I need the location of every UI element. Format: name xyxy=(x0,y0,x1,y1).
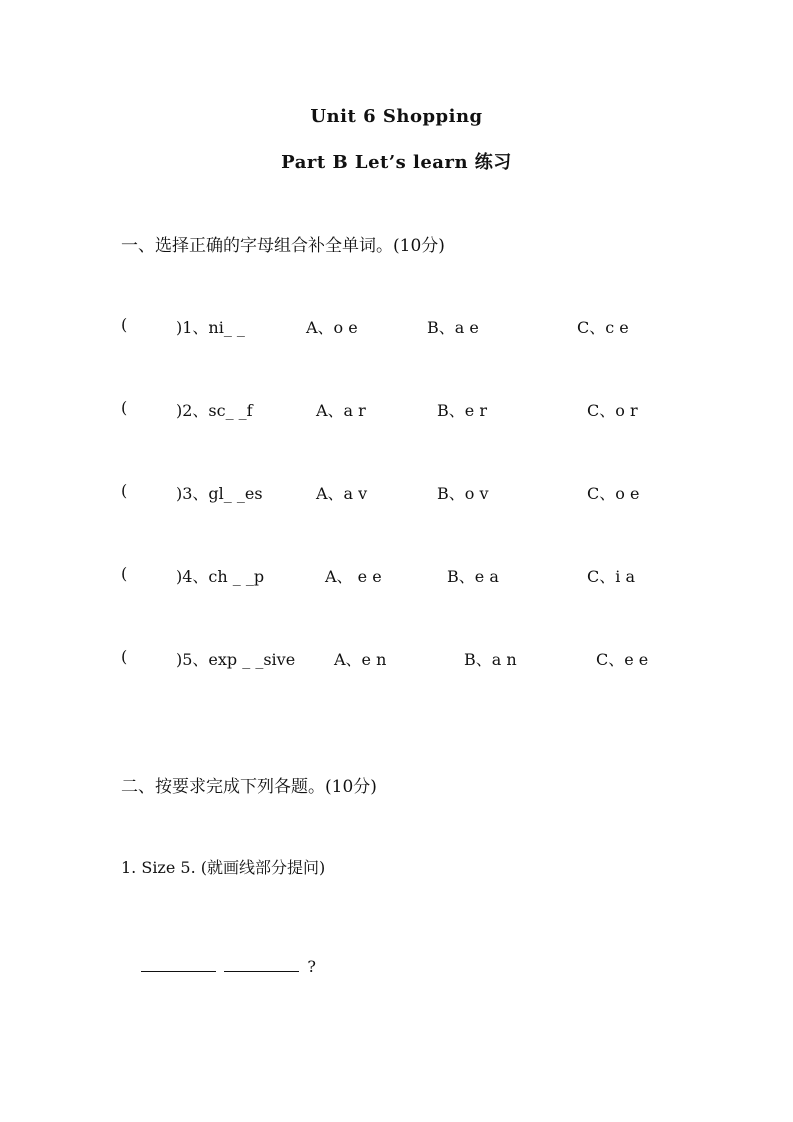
question-stem: )5、exp _ _sive xyxy=(176,650,296,669)
option-c: C、i a xyxy=(587,567,635,586)
question-row xyxy=(0,647,793,673)
option-a: A、 e e xyxy=(325,567,382,586)
option-c: C、o r xyxy=(587,401,638,420)
section1-heading: 一、选择正确的字母组合补全单词。(10分) xyxy=(121,236,445,256)
question-row xyxy=(0,564,793,590)
option-a: A、o e xyxy=(306,318,358,337)
answer-blank-2[interactable] xyxy=(224,957,299,972)
item-1-prompt: 1. Size 5. (就画线部分提问) xyxy=(121,858,326,877)
question-stem: )4、ch _ _p xyxy=(176,567,265,586)
question-stem: )3、gl_ _es xyxy=(176,484,263,503)
option-a: A、a r xyxy=(316,401,366,420)
question-stem: )1、ni_ _ xyxy=(176,318,245,337)
option-b: B、a n xyxy=(464,650,517,669)
question-row xyxy=(0,481,793,507)
option-b: B、e a xyxy=(447,567,499,586)
answer-line xyxy=(121,938,316,995)
option-b: B、o v xyxy=(437,484,489,503)
section2-heading: 二、按要求完成下列各题。(10分) xyxy=(121,777,377,797)
part-title: Part B Let’s learn 练习 xyxy=(281,152,512,173)
answer-paren[interactable]: ( xyxy=(121,481,128,500)
option-b: B、a e xyxy=(427,318,479,337)
option-b: B、e r xyxy=(437,401,487,420)
question-row xyxy=(0,398,793,424)
answer-blank-1[interactable] xyxy=(141,957,216,972)
question-mark: ? xyxy=(307,957,316,976)
unit-title: Unit 6 Shopping xyxy=(310,106,483,127)
answer-paren[interactable]: ( xyxy=(121,564,128,583)
question-stem: )2、sc_ _f xyxy=(176,401,253,420)
answer-paren[interactable]: ( xyxy=(121,647,128,666)
option-a: A、a v xyxy=(316,484,368,503)
option-c: C、e e xyxy=(596,650,649,669)
question-row xyxy=(0,315,793,341)
answer-paren[interactable]: ( xyxy=(121,398,128,417)
option-c: C、c e xyxy=(577,318,629,337)
answer-paren[interactable]: ( xyxy=(121,315,128,334)
option-a: A、e n xyxy=(334,650,387,669)
option-c: C、o e xyxy=(587,484,640,503)
